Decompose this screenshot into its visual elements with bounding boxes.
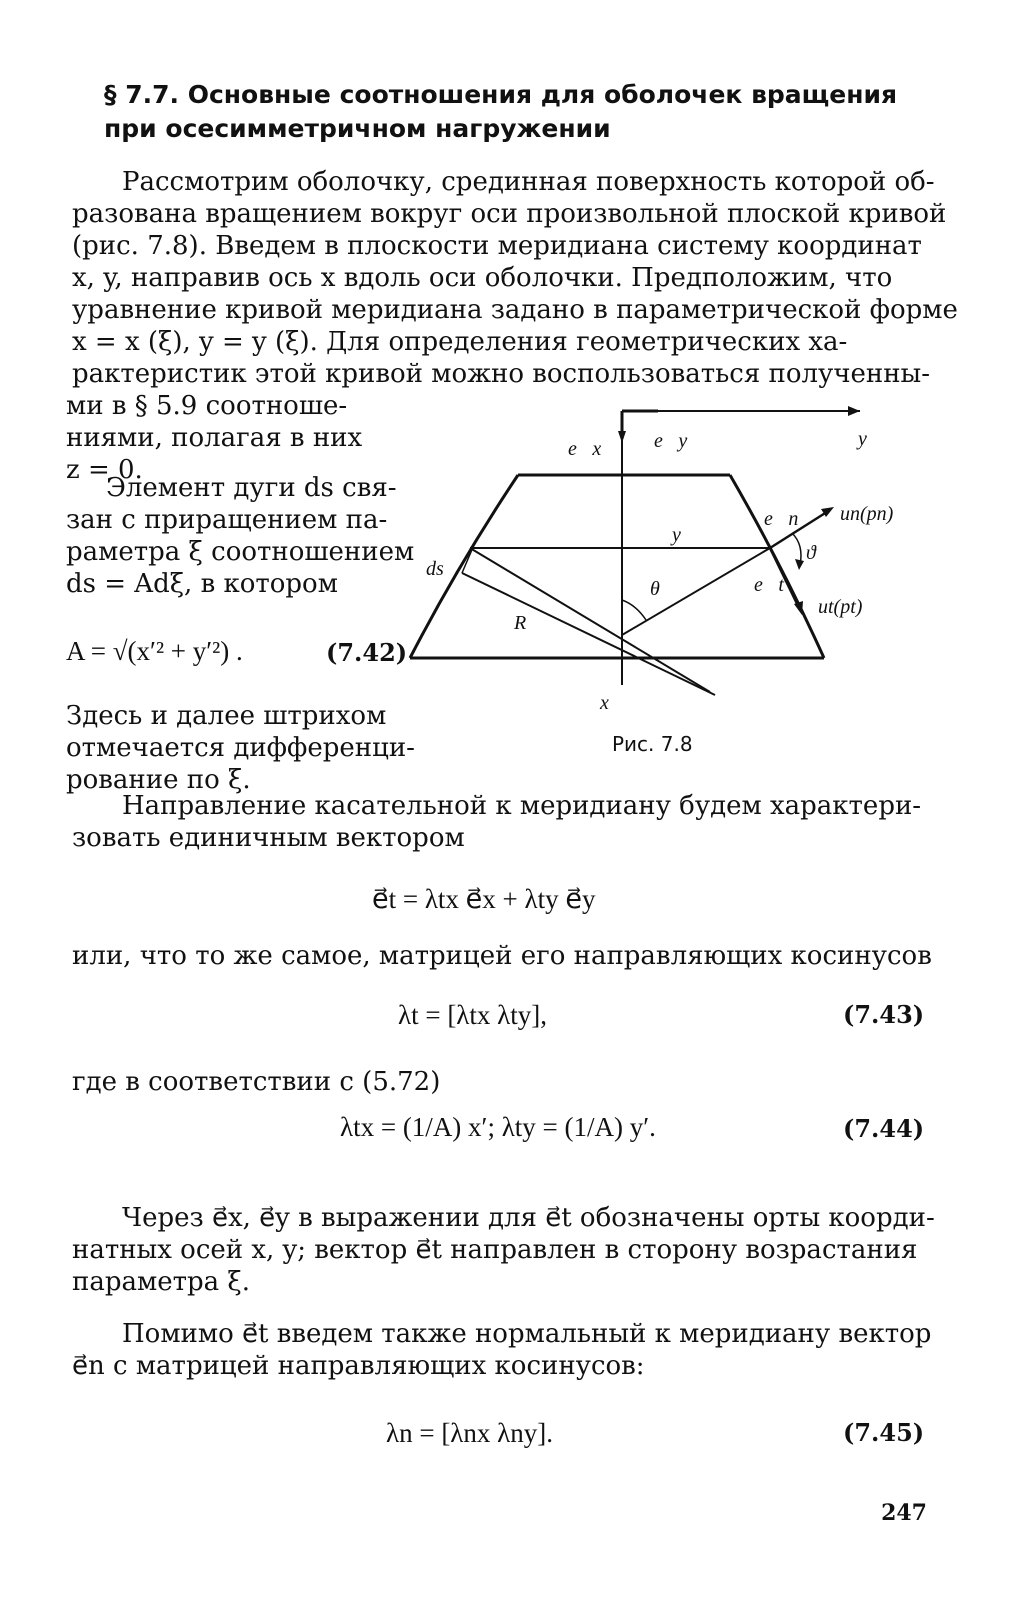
text-line: Через e⃗x, e⃗y в выражении для e⃗t обозначены орты коорди- (122, 1203, 935, 1233)
text-line: Здесь и далее штрихом (66, 701, 387, 731)
label-en: e⃗n (764, 508, 799, 530)
text-line: параметра ξ. (72, 1267, 250, 1297)
paragraph-prime-note (66, 700, 415, 796)
label-ex: e⃗x (568, 438, 602, 460)
text-line: x = x (ξ), y = y (ξ). Для определения геометрических ха- (72, 327, 848, 357)
text-line: Помимо e⃗t введем также нормальный к меридиану вектор (122, 1319, 932, 1349)
label-theta: θ (650, 578, 660, 600)
text-line: где в соответствии с (5.72) (72, 1067, 441, 1097)
ex-arrowhead (618, 431, 626, 443)
text-line: (рис. 7.8). Введем в плоскости меридиана систему координат (72, 231, 922, 261)
label-vartheta: ϑ (806, 542, 816, 564)
label-r: R (514, 612, 527, 634)
label-ut: ut(pt) (818, 596, 863, 618)
text-line: z = 0. (66, 455, 143, 485)
label-un: un(pn) (840, 503, 894, 525)
equation-tangent-vector: e⃗t = λtx e⃗x + λty e⃗y (372, 884, 596, 914)
text-line: ми в § 5.9 соотноше- (66, 391, 348, 421)
normal-line-right (622, 548, 770, 635)
radius-r-line (462, 573, 715, 695)
equation-number-7-45: (7.45) (843, 1418, 925, 1447)
text-line: натных осей x, y; вектор e⃗t направлен в сторону возрастания (72, 1235, 918, 1265)
text-line: ds = Adξ, в котором (66, 569, 338, 599)
label-et: e⃗t (754, 574, 784, 596)
text-line: Направление касательной к меридиану будем характери- (122, 791, 922, 821)
text-line: зан с приращением па- (66, 505, 388, 535)
label-x-axis: x (600, 692, 609, 714)
text-line: рактеристик этой кривой можно воспользоваться полученны- (72, 359, 931, 389)
label-ey: e⃗y (654, 430, 688, 452)
text-line: рование по ξ. (66, 765, 251, 795)
paragraph-normal-vector (72, 1318, 932, 1382)
equation-7-45: λn = [λnx λny]. (386, 1418, 553, 1448)
paragraph-intro (72, 166, 958, 390)
text-line: Рассмотрим оболочку, срединная поверхность которой об- (122, 167, 935, 197)
text-line: разована вращением вокруг оси произвольной плоской кривой (72, 199, 947, 229)
equation-number-7-43: (7.43) (843, 1000, 925, 1029)
paragraph-unit-vectors (72, 1202, 935, 1298)
text-line: зовать единичным вектором (72, 823, 465, 853)
label-y-axis: y (858, 428, 867, 450)
equation-7-43: λt = [λtx λty], (398, 1000, 547, 1030)
label-y-dimension: y (672, 524, 681, 546)
section-title-line-2: при осесимметричном нагружении (104, 114, 611, 143)
paragraph-tangent (72, 790, 932, 854)
section-title-line-1: § 7.7. Основные соотношения для оболочек вращения (104, 80, 898, 109)
equation-number-7-44: (7.44) (843, 1114, 925, 1143)
section-heading (104, 78, 924, 146)
theta-arc (622, 600, 646, 620)
normal-line-left (470, 548, 710, 692)
equation-7-42: A = √(x′² + y′²) . (66, 636, 243, 666)
text-line: раметра ξ соотношением (66, 537, 415, 567)
paragraph-arc-element (66, 472, 415, 600)
text-line: x, y, направив ось x вдоль оси оболочки. Предположим, что (72, 263, 893, 293)
figure-7-8 (400, 395, 960, 725)
text-line: e⃗n с матрицей направляющих косинусов: (72, 1351, 645, 1381)
label-ds: ds (426, 558, 444, 580)
figure-caption: Рис. 7.8 (612, 732, 693, 756)
vartheta-arrowhead (795, 559, 804, 570)
text-line: или, что то же самое, матрицей его направляющих косинусов (72, 941, 932, 971)
text-line: Элемент дуги ds свя- (106, 473, 397, 503)
meridian-curve-right (730, 475, 824, 658)
paragraph-matrix-intro (72, 940, 932, 972)
text-line: уравнение кривой меридиана задано в параметрической форме (72, 295, 958, 325)
text-line: ниями, полагая в них (66, 423, 363, 453)
y-axis-arrowhead (848, 406, 860, 416)
text-line: отмечается дифференци- (66, 733, 415, 763)
equation-number-7-42: (7.42) (326, 638, 408, 667)
equation-7-44: λtx = (1/A) x′; λty = (1/A) y′. (340, 1112, 656, 1142)
page-number: 247 (881, 1500, 927, 1526)
paragraph-correspondence (72, 1066, 932, 1098)
